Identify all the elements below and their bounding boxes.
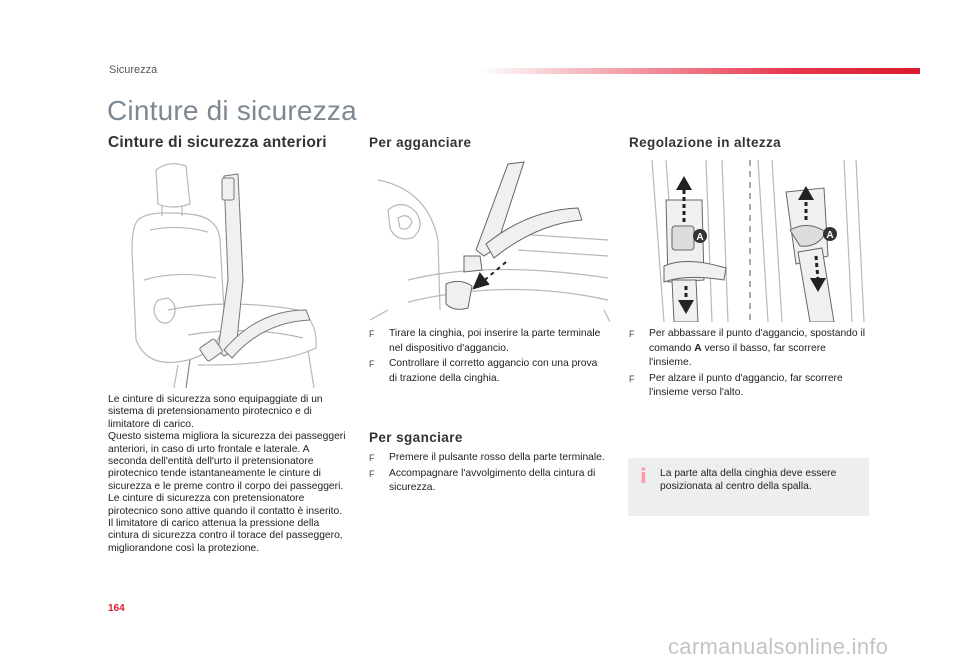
- list-item: F Tirare la cinghia, poi inserire la parte terminale nel dispositivo d'aggancio.: [369, 328, 601, 354]
- page-number: 164: [108, 603, 125, 614]
- callout-a-left: [693, 229, 707, 243]
- section-subtitle: Cinture di sicurezza anteriori: [108, 134, 327, 151]
- callout-a-right: [823, 227, 837, 241]
- section-label: Sicurezza: [109, 64, 158, 76]
- fasten-illustration: [368, 160, 610, 322]
- bullet-icon: F: [629, 329, 635, 339]
- control-a-label: A: [694, 342, 702, 354]
- intro-text: [108, 394, 346, 555]
- info-note-text: La parte alta della cinghia deve essere posizionata al centro della spalla.: [660, 468, 837, 492]
- bullet-icon: F: [369, 453, 375, 463]
- bullet-icon: F: [369, 359, 375, 369]
- height-heading: Regolazione in altezza: [629, 135, 782, 150]
- intro-paragraph: Le cinture di sicurezza con pretensionatore pirotecnico sono attive quando il contatto è inserito.: [108, 493, 343, 517]
- list-item: F Premere il pulsante rosso della parte terminale.: [369, 451, 609, 466]
- svg-text:A: A: [826, 230, 834, 241]
- seat-belt-illustration: [128, 160, 328, 390]
- info-icon: i: [640, 464, 647, 488]
- height-adjust-illustration: [646, 160, 870, 322]
- list-item: F Per alzare il punto d'aggancio, far scorrere l'insieme verso l'alto.: [629, 372, 843, 398]
- unfasten-list: [369, 451, 609, 497]
- svg-text:A: A: [696, 232, 704, 243]
- info-note: [628, 458, 869, 516]
- bullet-icon: F: [369, 329, 375, 339]
- fasten-heading: Per agganciare: [369, 135, 472, 150]
- intro-paragraph: Questo sistema migliora la sicurezza dei passeggeri anteriori, in caso di urto frontale e laterale. A seconda dell'entità dell'urto il pretensionatore pirotecnico tende istantaneamente le cinture di sicurezza e le preme contro il corpo dei passeggeri.: [108, 431, 346, 492]
- bullet-icon: F: [369, 468, 375, 479]
- list-item: F Per abbassare il punto d'aggancio, spostando il comando A verso il basso, far scorrere l'insieme.: [629, 328, 866, 368]
- bullet-icon: F: [629, 373, 635, 384]
- watermark: carmanualsonline.info: [668, 634, 889, 659]
- page-title: Cinture di sicurezza: [107, 95, 357, 126]
- list-item: F Controllare il corretto aggancio con una prova di trazione della cinghia.: [369, 358, 598, 384]
- height-list: [629, 327, 869, 402]
- list-item: F Accompagnare l'avvolgimento della cintura di sicurezza.: [369, 467, 596, 493]
- unfasten-heading: Per sganciare: [369, 430, 463, 445]
- intro-paragraph: Le cinture di sicurezza sono equipaggiate di un sistema di pretensionamento pirotecnico e di limitatore di carico.: [108, 394, 323, 430]
- intro-paragraph: Il limitatore di carico attenua la pressione della cintura di sicurezza contro il torace del passeggero, migliorandone così la protezione.: [108, 518, 343, 554]
- fasten-list: [369, 327, 605, 387]
- header-bar: [480, 68, 920, 74]
